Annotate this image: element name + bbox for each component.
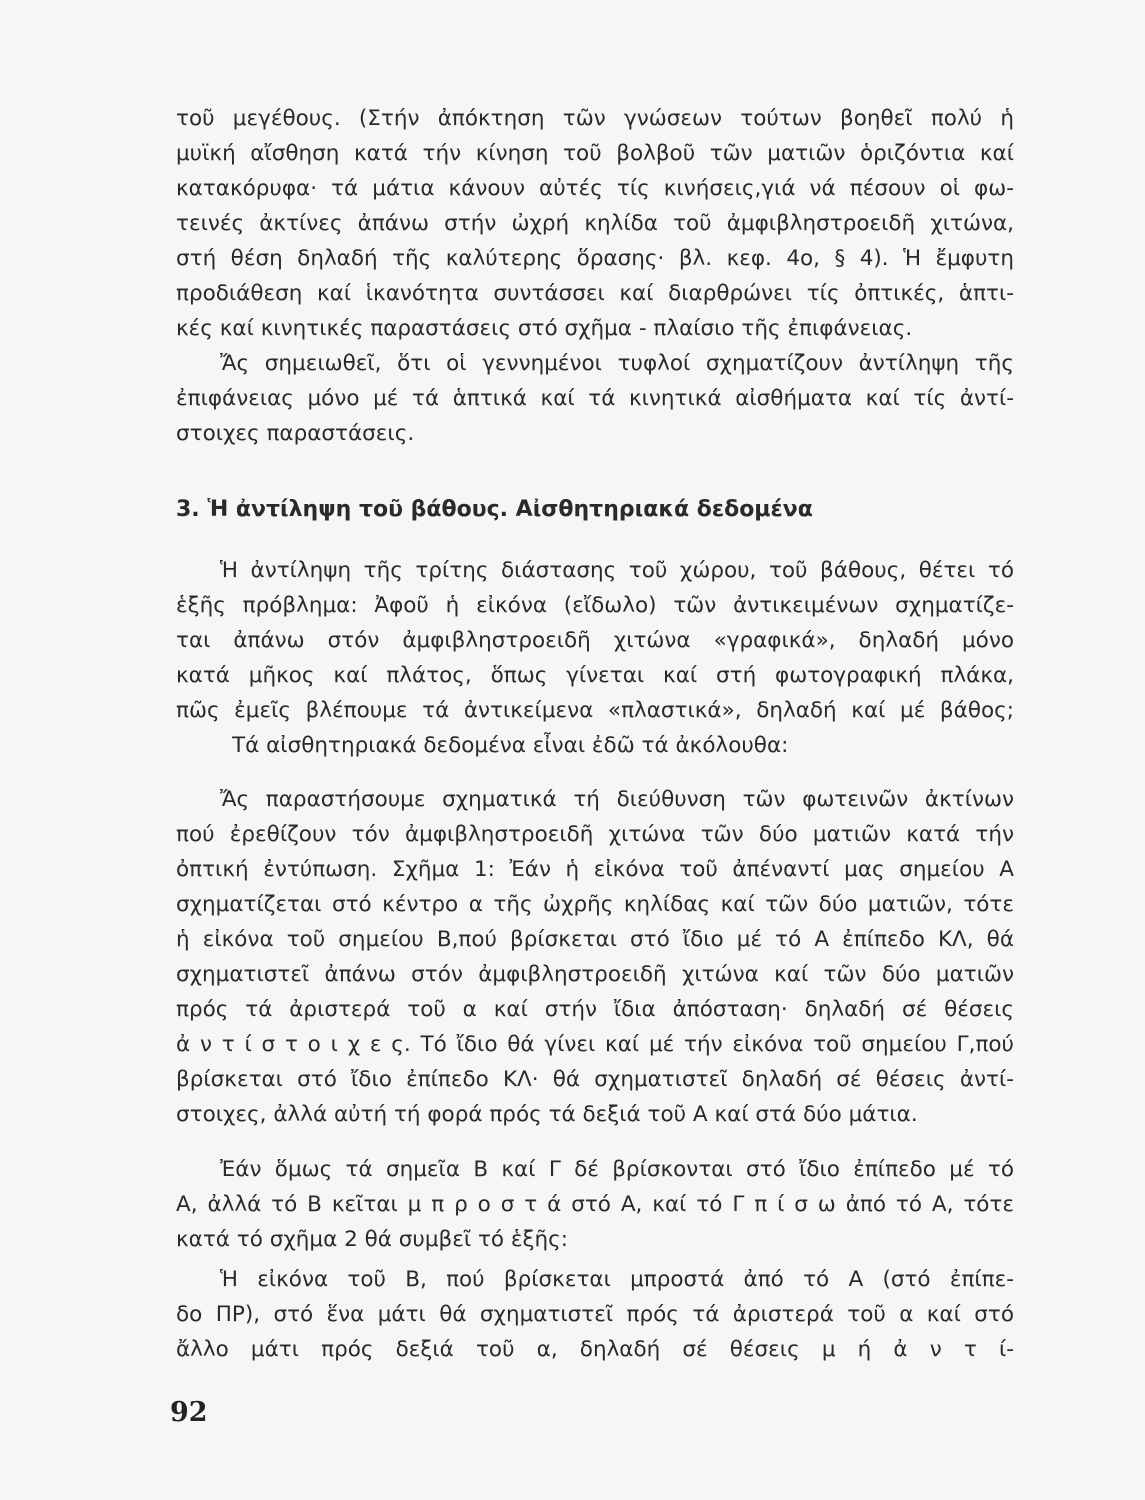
text-line: ἡ εἰκόνα τοῦ σημείου Β,πού βρίσκεται στό ἴδιο μέ τό Α ἐπίπεδο ΚΛ, θά <box>176 927 1014 952</box>
text-line: Ἄς σημειωθεῖ, ὅτι οἱ γεννημένοι τυφλοί σχηματίζουν ἀντίληψη τῆς <box>220 351 1014 376</box>
text-line: πρός τά ἀριστερά τοῦ α καί στήν ἴδια ἀπόσταση· δηλαδή σέ θέσεις <box>176 997 1014 1022</box>
text-line: δο ΠΡ), στό ἕνα μάτι θά σχηματιστεῖ πρός τά ἀριστερά τοῦ α καί στό <box>176 1302 1014 1327</box>
text-line: κές καί κινητικές παραστάσεις στό σχῆμα - πλαίσιο τῆς ἐπιφάνειας. <box>176 316 913 341</box>
text-line: Ἄς παραστήσουμε σχηματικά τή διεύθυνση τῶν φωτεινῶν ἀκτίνων <box>220 787 1014 812</box>
text-line: κατά μῆκος καί πλάτος, ὅπως γίνεται καί στή φωτογραφική πλάκα, <box>176 663 1014 688</box>
text-line: προδιάθεση καί ἱκανότητα συντάσσει καί διαρθρώνει τίς ὀπτικές, ἁπτι- <box>176 281 1014 306</box>
text-line: Ἐάν ὅμως τά σημεῖα Β καί Γ δέ βρίσκονται στό ἴδιο ἐπίπεδο μέ τό <box>220 1157 1014 1182</box>
text-line: ἄλλο μάτι πρός δεξιά τοῦ α, δηλαδή σέ θέσεις μ ή ἀ ν τ ί- <box>176 1337 1014 1362</box>
text-line: τοῦ μεγέθους. (Στήν ἀπόκτηση τῶν γνώσεων τούτων βοηθεῖ πολύ ἡ <box>176 106 1014 131</box>
text-line: ὀπτική ἐντύπωση. Σχῆμα 1: Ἐάν ἡ εἰκόνα τοῦ ἀπέναντί μας σημείου Α <box>176 857 1014 882</box>
text-line: ἐπιφάνειας μόνο μέ τά ἁπτικά καί τά κινητικά αἰσθήματα καί τίς ἀντί- <box>176 386 1014 411</box>
text-line: ἑξῆς πρόβλημα: Ἀφοῦ ἡ εἰκόνα (εἴδωλο) τῶν ἀντικειμένων σχηματίζε- <box>176 593 1014 618</box>
text-line: Ἡ ἀντίληψη τῆς τρίτης διάστασης τοῦ χώρου, τοῦ βάθους, θέτει τό <box>220 558 1014 583</box>
page-number: 92 <box>170 1397 208 1428</box>
text-line: Τά αἰσθητηριακά δεδομένα εἶναι ἐδῶ τά ἀκόλουθα: <box>232 733 789 758</box>
text-line: πῶς ἐμεῖς βλέπουμε τά ἀντικείμενα «πλαστικά», δηλαδή καί μέ βάθος; <box>176 698 1014 723</box>
text-line: ται ἀπάνω στόν ἀμφιβληστροειδῆ χιτώνα «γραφικά», δηλαδή μόνο <box>176 628 1014 653</box>
text-line: στοιχες, ἀλλά αὐτή τή φορά πρός τά δεξιά τοῦ Α καί στά δύο μάτια. <box>176 1102 918 1127</box>
text-line: στοιχες παραστάσεις. <box>176 421 415 446</box>
text-line: σχηματίζεται στό κέντρο α τῆς ὠχρῆς κηλίδας καί τῶν δύο ματιῶν, τότε <box>176 892 1014 917</box>
text-line: κατακόρυφα· τά μάτια κάνουν αὐτές τίς κινήσεις,γιά νά πέσουν οἱ φω- <box>176 176 1014 201</box>
text-line: ἀ ν τ ί σ τ ο ι χ ε ς. Τό ἴδιο θά γίνει καί μέ τήν εἰκόνα τοῦ σημείου Γ,πού <box>176 1032 1014 1057</box>
text-line: σχηματιστεῖ ἀπάνω στόν ἀμφιβληστροειδῆ χιτώνα καί τῶν δύο ματιῶν <box>176 962 1014 987</box>
text-line: κατά τό σχῆμα 2 θά συμβεῖ τό ἑξῆς: <box>176 1227 568 1252</box>
text-line: τεινές ἀκτίνες ἀπάνω στήν ὠχρή κηλίδα τοῦ ἀμφιβληστροειδῆ χιτώνα, <box>176 211 1014 236</box>
text-line: Ἡ εἰκόνα τοῦ Β, πού βρίσκεται μπροστά ἀπό τό Α (στό ἐπίπε- <box>220 1267 1014 1292</box>
text-line: βρίσκεται στό ἴδιο ἐπίπεδο ΚΛ· θά σχηματιστεῖ δηλαδή σέ θέσεις ἀντί- <box>176 1067 1014 1092</box>
text-line: μυϊκή αἴσθηση κατά τήν κίνηση τοῦ βολβοῦ τῶν ματιῶν ὁριζόντια καί <box>176 141 1014 166</box>
text-line: Α, ἀλλά τό Β κεῖται μ π ρ ο σ τ ά στό Α, καί τό Γ π ί σ ω ἀπό τό Α, τότε <box>176 1192 1014 1217</box>
section-heading: 3. Ἡ ἀντίληψη τοῦ βάθους. Αἰσθητηριακά δεδομένα <box>176 497 813 522</box>
text-line: στή θέση δηλαδή τῆς καλύτερης ὅρασης· βλ. κεφ. 4ο, § 4). Ἡ ἔμφυτη <box>176 246 1014 271</box>
text-line: πού ἐρεθίζουν τόν ἀμφιβληστροειδῆ χιτώνα τῶν δύο ματιῶν κατά τήν <box>176 822 1014 847</box>
